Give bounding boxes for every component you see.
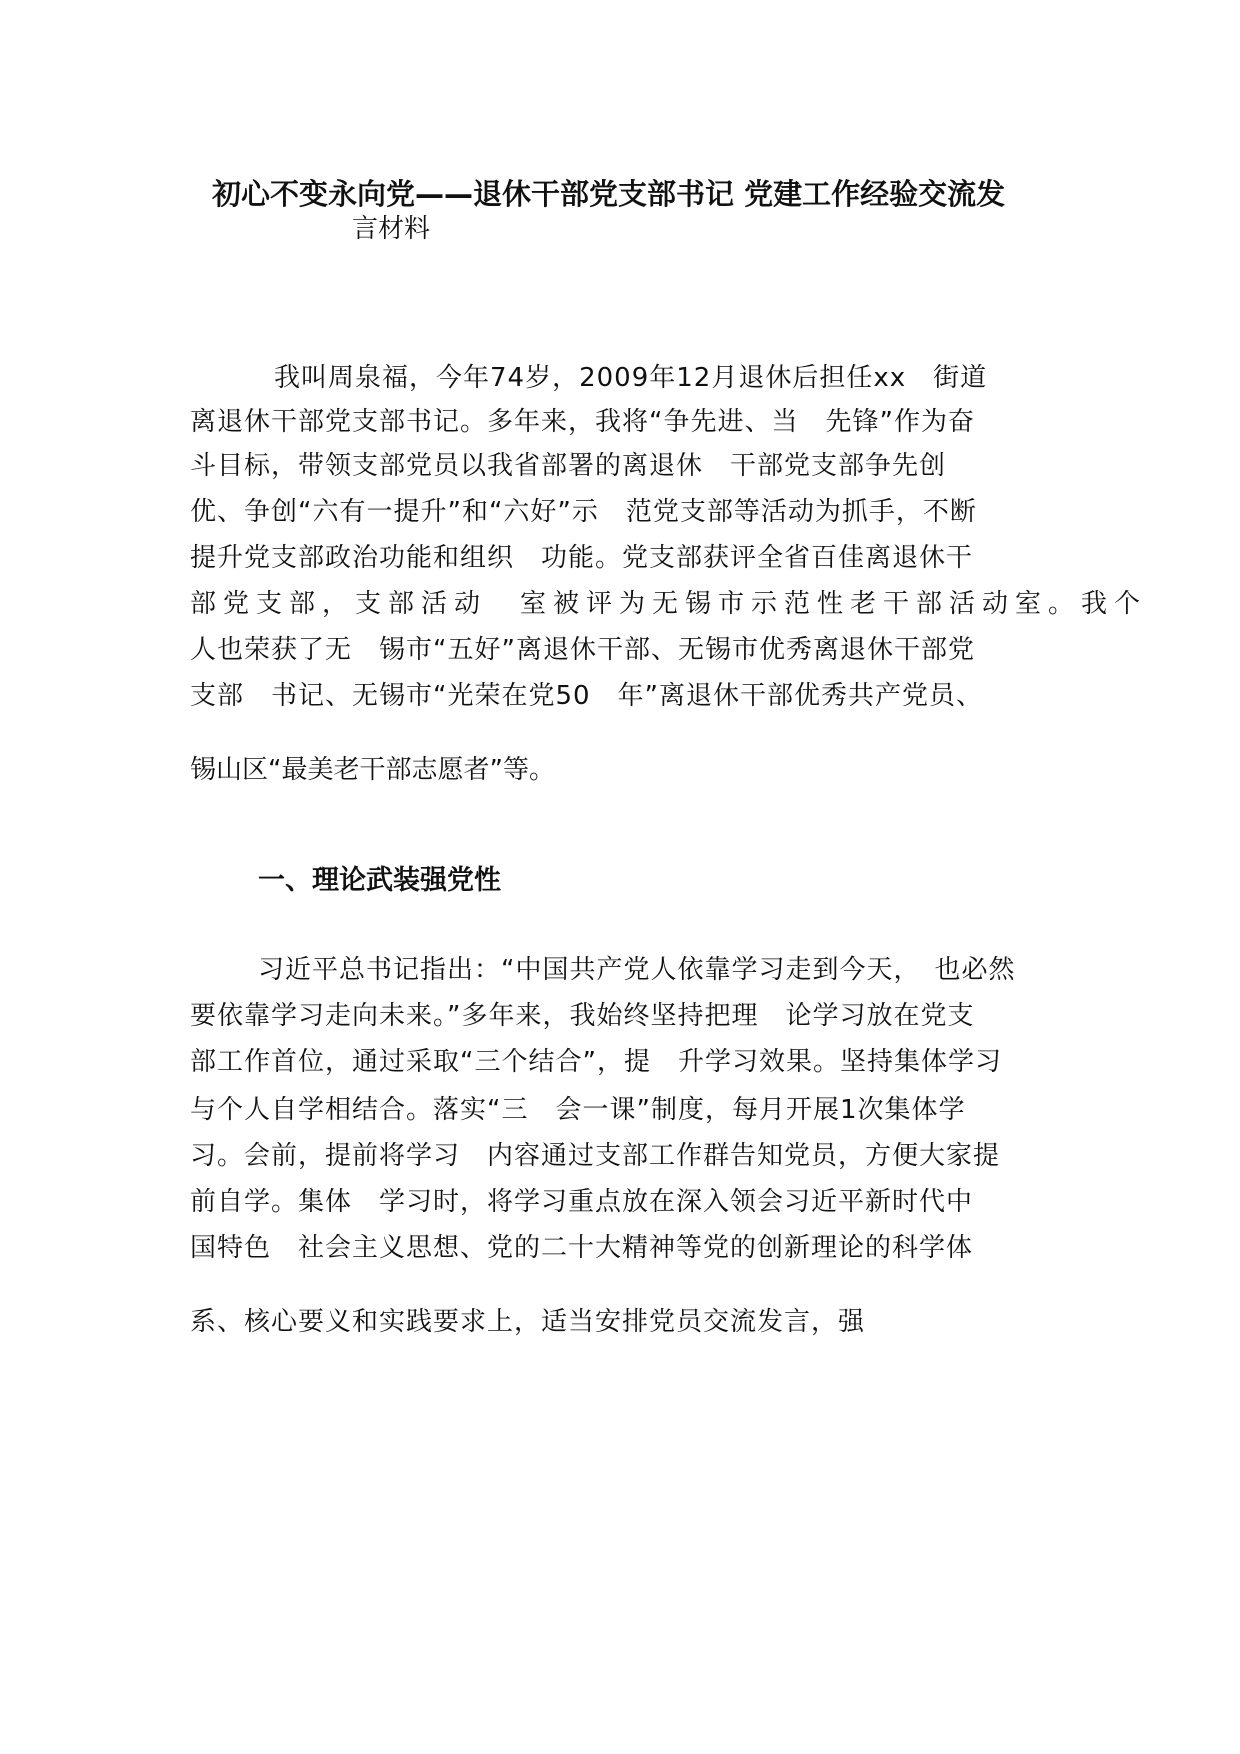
document-title-continuation: 言材料 bbox=[352, 214, 431, 244]
paragraph1-line: 提升党支部政治功能和组织 功能。党支部获评全省百佳离退休干 bbox=[190, 543, 974, 573]
paragraph1-line: 优、争创“六有一提升”和“六好”示 范党支部等活动为抓手，不断 bbox=[190, 497, 977, 527]
paragraph1-line: 我叫周泉福，今年74岁，2009年12月退休后担任xx 街道 bbox=[274, 363, 988, 393]
paragraph2-line: 习近平总书记指出：“中国共产党人依靠学习走到今天， 也必然 bbox=[258, 955, 1016, 985]
paragraph1-line: 人也荣获了无 锡市“五好”离退休干部、无锡市优秀离退休干部党 bbox=[190, 635, 975, 665]
paragraph2-line: 系、核心要义和实践要求上，适当安排党员交流发言，强 bbox=[190, 1307, 866, 1337]
paragraph1-line: 离退休干部党支部书记。多年来，我将“争先进、当 先锋”作为奋 bbox=[190, 407, 975, 437]
paragraph1-line: 锡山区“最美老干部志愿者”等。 bbox=[190, 755, 555, 785]
paragraph2-line: 部工作首位，通过采取“三个结合”，提 升学习效果。坚持集体学习 bbox=[190, 1047, 1002, 1077]
document-title: 初心不变永向党——退休干部党支部书记 党建工作经验交流发 bbox=[212, 177, 1006, 211]
paragraph2-line: 习。会前，提前将学习 内容通过支部工作群告知党员，方便大家提 bbox=[190, 1141, 1001, 1171]
paragraph2-line: 国特色 社会主义思想、党的二十大精神等党的创新理论的科学体 bbox=[190, 1233, 974, 1263]
paragraph2-line: 前自学。集体 学习时，将学习重点放在深入领会习近平新时代中 bbox=[190, 1187, 974, 1217]
paragraph1-line: 部党支部，支部活动 室被评为无锡市示范性老干部活动室。我个 bbox=[190, 589, 1148, 619]
paragraph2-line: 要依靠学习走向未来。”多年来，我始终坚持把理 论学习放在党支 bbox=[190, 1001, 975, 1031]
section-heading: 一、理论武装强党性 bbox=[258, 865, 501, 896]
paragraph2-line: 与个人自学相结合。落实“三 会一课”制度，每月开展1次集体学 bbox=[190, 1095, 966, 1125]
paragraph1-line: 斗目标，带领支部党员以我省部署的离退休 干部党支部争先创 bbox=[190, 451, 947, 481]
paragraph1-line: 支部 书记、无锡市“光荣在党50 年”离退休干部优秀共产党员、 bbox=[190, 681, 984, 711]
